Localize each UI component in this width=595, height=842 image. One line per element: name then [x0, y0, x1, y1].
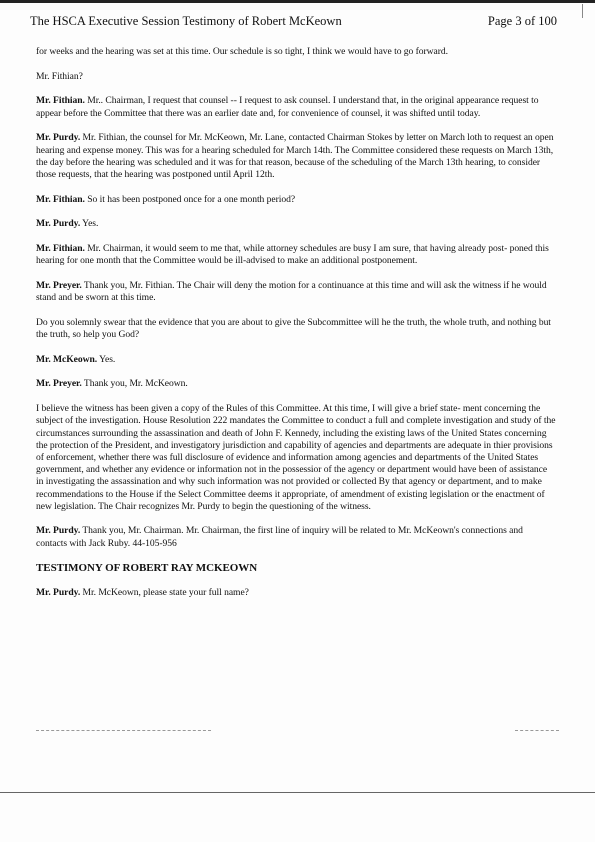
- paragraph-text: Mr. Fithian, the counsel for Mr. McKeown, Mr. Lane, contacted Chairman Stokes by letter on March loth to request an open hearing and expense money. This was for a hearing scheduled for March 14th. The Committee considered these requests on March 13th, the day before the hearing was scheduled and it was for that reason, because of the scheduling of the March 13th hearing, to consider those requests, that the hearing was postponed until April 12th.: [36, 132, 554, 180]
- bottom-rule: [0, 792, 595, 793]
- transcript-paragraph: [36, 95, 556, 119]
- transcript-paragraph: [36, 354, 556, 366]
- transcript-paragraph: [36, 280, 556, 304]
- paragraph-text: Mr. McKeown, please state your full name?: [80, 586, 249, 598]
- document-title: The HSCA Executive Session Testimony of Robert McKeown: [30, 14, 342, 28]
- transcript-paragraph: [36, 525, 556, 549]
- transcript-paragraph: [36, 378, 556, 390]
- transcript-paragraph: [36, 194, 556, 206]
- paragraph-text: Mr. Fithian?: [36, 70, 83, 82]
- transcript-paragraph: [36, 46, 556, 58]
- paragraph-text: Mr. Chairman, it would seem to me that, while attorney schedules are busy I am sure, that having already post- poned this hearing for one month that the Committee would be ill-advised to make an additional postponement.: [36, 243, 549, 267]
- paragraph-text: Mr.. Chairman, I request that counsel -- I request to ask counsel. I understand that, in the original appearance request to appear before the Committee that there was an earlier date and, for convenience of counsel, it was shifted until today.: [36, 95, 539, 119]
- footer-dashes: [36, 730, 559, 732]
- dash-line-right: [515, 730, 559, 732]
- paragraph-text: Yes.: [80, 218, 99, 230]
- transcript-body: [36, 46, 556, 611]
- transcript-paragraph: [36, 71, 556, 83]
- corner-mark: [582, 4, 591, 18]
- transcript-paragraph: [36, 243, 556, 267]
- speaker-name: Mr. Purdy.: [36, 218, 81, 230]
- section-heading: TESTIMONY OF ROBERT RAY MCKEOWN: [36, 562, 258, 575]
- paragraph-text: Thank you, Mr. Chairman. Mr. Chairman, the first line of inquiry will be related to Mr. McKeown's connections and contacts with Jack Ruby. 44-105-956: [36, 525, 523, 549]
- speaker-name: Mr. Fithian.: [36, 95, 85, 107]
- paragraph-text: Thank you, Mr. Fithian. The Chair will deny the motion for a continuance at this time and will ask the witness if he would stand and be sworn at this time.: [36, 279, 547, 304]
- speaker-name: Mr. Fithian.: [36, 243, 85, 255]
- speaker-name: Mr. McKeown.: [36, 353, 98, 365]
- dash-line-left: [36, 730, 211, 732]
- paragraph-text: I believe the witness has been given a copy of the Rules of this Committee. At this time, I will give a brief state- ment concerning the subject of the investigation. House Resolution 222 mandates the Committee to conduct a full and complete investigation and study of the circumstances surrounding the assassination and death of John F. Kennedy, including the existing laws of the United States concerning the protection of the President, and investigatory jurisdiction and capability of agencies and departments are adequate in thier provisions of enforcement, whether there was full disclosure of evidence and information among agencies and departments of the United States government, and whether any evidence or information not in the possessior of the agency or department would have been of assistance in investigating the assassination and why such information was not provided or collected By that agency or department, and to make recommendations to the House if the Select Committee deems it appropriate, of amendment of existing legislation or the enactment of new legislation. The Chair recognizes Mr. Purdy to begin the questioning of the witness.: [36, 403, 556, 512]
- page-header: [30, 14, 557, 29]
- transcript-paragraph: [36, 218, 556, 230]
- page-number: Page 3 of 100: [487, 14, 557, 28]
- paragraph-text: Do you solemnly swear that the evidence that you are about to give the Subcommittee will he the truth, the whole truth, and nothing but the truth, so help you God?: [36, 316, 551, 341]
- speaker-name: Mr. Purdy.: [36, 586, 81, 598]
- speaker-name: Mr. Purdy.: [36, 525, 81, 537]
- top-rule: [0, 0, 595, 3]
- transcript-paragraph: [36, 403, 556, 513]
- transcript-paragraph: [36, 317, 556, 341]
- transcript-paragraph: [36, 587, 556, 599]
- speaker-name: Mr. Preyer.: [36, 279, 82, 291]
- transcript-paragraph: [36, 132, 556, 181]
- speaker-name: Mr. Purdy.: [36, 132, 81, 144]
- speaker-name: Mr. Preyer.: [36, 378, 82, 390]
- paragraph-text: Yes.: [97, 353, 116, 365]
- paragraph-text: Thank you, Mr. McKeown.: [81, 378, 188, 390]
- paragraph-text: for weeks and the hearing was set at this time. Our schedule is so tight, I think we would have to go forward.: [36, 46, 448, 57]
- paragraph-text: So it has been postponed once for a one month period?: [84, 193, 296, 205]
- speaker-name: Mr. Fithian.: [36, 193, 85, 205]
